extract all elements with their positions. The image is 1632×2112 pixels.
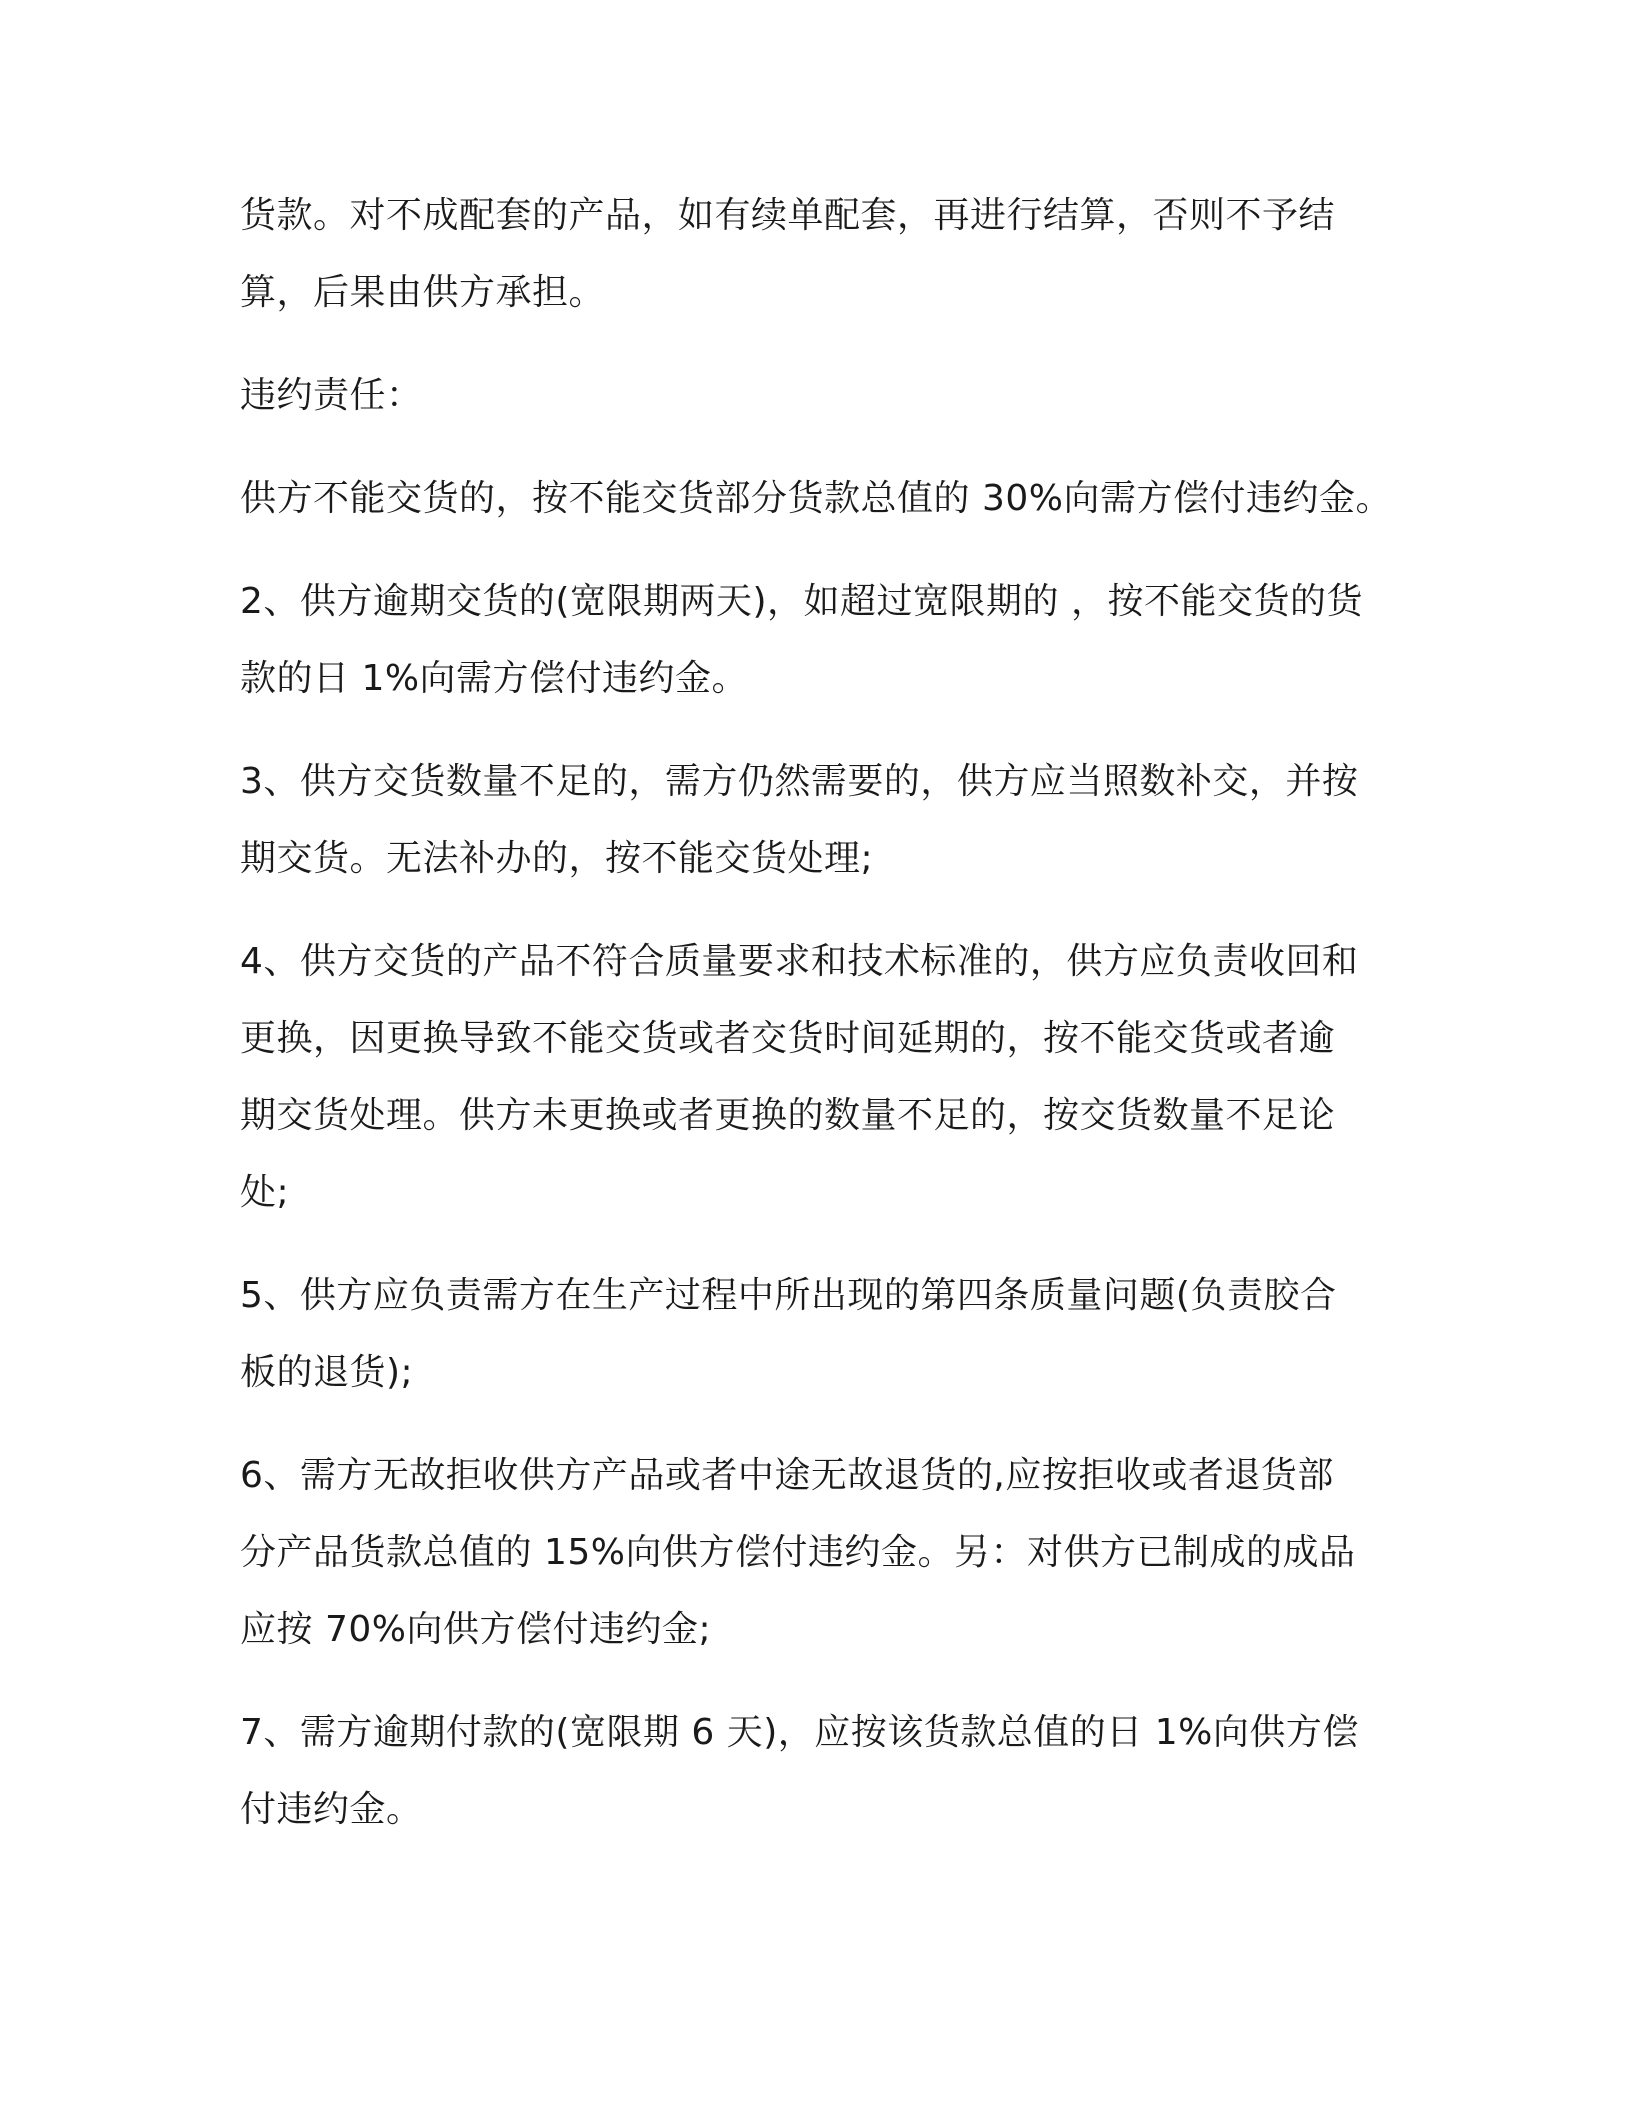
text-line: 4、供方交货的产品不符合质量要求和技术标准的，供方应负责收回和: [240, 941, 1359, 982]
document-body: [240, 188, 1400, 1885]
section-heading: 违约责任：: [240, 375, 423, 416]
text-line: 分产品货款总值的 15%向供方偿付违约金。另：对供方已制成的成品: [240, 1532, 1356, 1573]
paragraph-clause-7: [240, 1705, 1400, 1885]
paragraph-clause-2: [240, 574, 1400, 754]
paragraph-clause-4: [240, 934, 1400, 1268]
text-line: 更换，因更换导致不能交货或者交货时间延期的，按不能交货或者逾: [240, 1018, 1336, 1059]
text-line: 2、供方逾期交货的(宽限期两天)，如超过宽限期的 ，按不能交货的货: [240, 581, 1363, 622]
text-line: 付违约金。: [240, 1789, 423, 1830]
paragraph-clause-6: [240, 1448, 1400, 1705]
text-line: 7、需方逾期付款的(宽限期 6 天)，应按该货款总值的日 1%向供方偿: [240, 1712, 1359, 1753]
text-line: 算，后果由供方承担。: [240, 272, 606, 313]
text-line: 期交货处理。供方未更换或者更换的数量不足的，按交货数量不足论: [240, 1095, 1336, 1136]
paragraph-payment-settlement: [240, 188, 1400, 368]
text-line: 期交货。无法补办的，按不能交货处理;: [240, 838, 874, 879]
text-line: 应按 70%向供方偿付违约金;: [240, 1609, 712, 1650]
paragraph-clause-1: [240, 471, 1400, 574]
text-line: 款的日 1%向需方偿付违约金。: [240, 658, 749, 699]
text-line: 6、需方无故拒收供方产品或者中途无故退货的,应按拒收或者退货部: [240, 1455, 1334, 1496]
text-line: 处;: [240, 1172, 290, 1213]
text-line: 5、供方应负责需方在生产过程中所出现的第四条质量问题(负责胶合: [240, 1275, 1337, 1316]
paragraph-clause-3: [240, 754, 1400, 934]
text-line: 供方不能交货的，按不能交货部分货款总值的 30%向需方偿付违约金。: [240, 478, 1392, 519]
text-line: 3、供方交货数量不足的，需方仍然需要的，供方应当照数补交，并按: [240, 761, 1359, 802]
text-line: 货款。对不成配套的产品，如有续单配套，再进行结算，否则不予结: [240, 195, 1336, 236]
text-line: 板的退货);: [240, 1352, 414, 1393]
paragraph-liability-heading: [240, 368, 1400, 471]
paragraph-clause-5: [240, 1268, 1400, 1448]
